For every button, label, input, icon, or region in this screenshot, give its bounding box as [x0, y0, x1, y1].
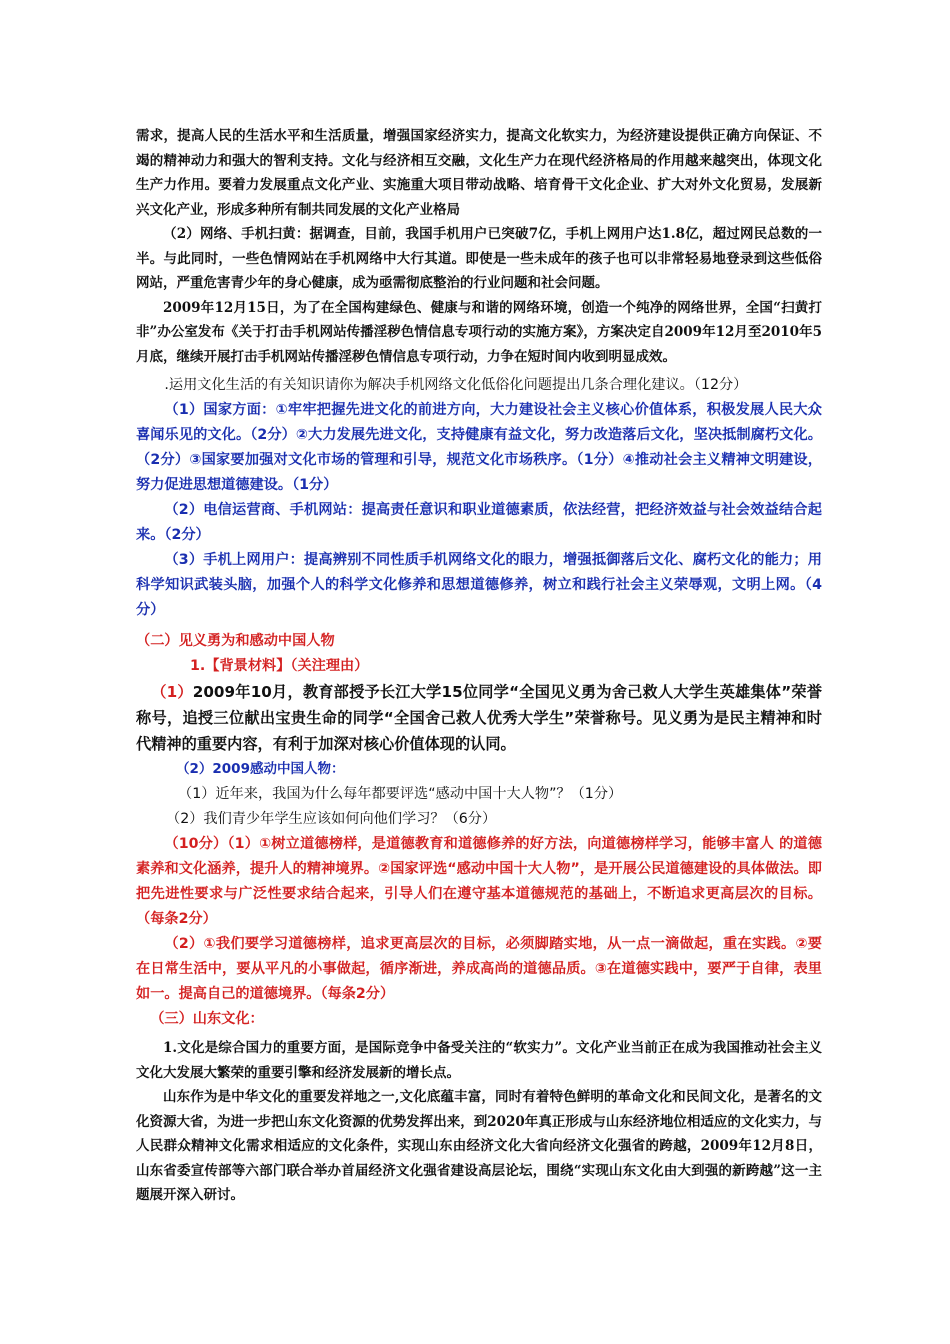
answer-students: （2）①我们要学习道德榜样，追求更高层次的目标，必须脚踏实地，从一点一滴做起，重在实践。②要在日常生活中，要从平凡的小事做起，循序渐进，养成高尚的道德品质。③在道德实践中，要严于自律，表里如一。提高自己的道德境界。（每条2分） — [136, 936, 822, 1002]
item-number: （1） — [151, 683, 193, 701]
answer-users: （3）手机上网用户：提高辨别不同性质手机网络文化的眼力，增强抵御落后文化、腐朽文化的能力；用科学知识武装头脑，加强个人的科学文化修养和思想道德修养，树立和践行社会主义荣辱观，文明上网。（4分） — [136, 552, 822, 618]
paragraph-culture-economy: 需求，提高人民的生活水平和生活质量，增强国家经济实力，提高文化软实力，为经济建设提供正确方向保证、不竭的精神动力和强大的智利支持。文化与经济相互交融，文化生产力在现代经济格局的作用越来越突出，体现文化生产力作用。要着力发展重点文化产业、实施重大项目带动战略、培育骨干文化企业、扩大对外文化贸易，发展新兴文化产业，形成多种所有制共同发展的文化产业格局 — [136, 128, 822, 218]
paragraph-yangtze-university: （1）2009年10月，教育部授予长江大学15位同学“全国见义勇为舍己救人大学生英雄集体”荣誉称号，追授三位献出宝贵生命的同学“全国舍己救人优秀大学生”荣誉称号。见义勇为是民主精神和时代精神的重要内容，有利于加深对核心价值体现的认同。 — [136, 683, 822, 753]
question-suggestions: .运用文化生活的有关知识请你为解决手机网络文化低俗化问题提出几条合理化建议。（12分） — [164, 377, 748, 393]
question-why-select: （1）近年来，我国为什么每年都要评选“感动中国十大人物”？（1分） — [178, 786, 623, 802]
paragraph-campaign-2009: 2009年12月15日，为了在全国构建绿色、健康与和谐的网络环境，创造一个纯净的网络世界，全国“扫黄打非”办公室发布《关于打击手机网站传播淫秽色情信息专项行动的实施方案》，方案决定自2009年12月至2010年5月底，继续开展打击手机网站传播淫秽色情信息专项行动，力争在短时间内收到明显成效。 — [136, 299, 822, 365]
touching-china-heading: （2）2009感动中国人物： — [176, 761, 345, 777]
background-material-heading: 1.【背景材料】（关注理由） — [190, 658, 369, 674]
question-how-to-learn: （2）我们青少年学生应该如何向他们学习？（6分） — [166, 811, 497, 827]
answer-operators: （2）电信运营商、手机网站：提高责任意识和职业道德素质，依法经营，把经济效益与社会效益结合起来。（2分） — [136, 502, 822, 543]
answer-moral-models: （10分）（1）①树立道德榜样，是道德教育和道德修养的好方法，向道德榜样学习，能够丰富人 的道德素养和文化涵养，提升人的精神境界。②国家评选“感动中国十大人物”，是开展公民道德建设的具体做法。即把先进性要求与广泛性要求结合起来，引导人们在遵守基本道德规范的基础上，不断追求更高层次的目标。（每条2分） — [136, 836, 822, 927]
section-heading-heroes: （二）见义勇为和感动中国人物 — [136, 633, 335, 649]
paragraph-shandong-forum: 山东作为是中华文化的重要发祥地之一,文化底蕴丰富，同时有着特色鲜明的革命文化和民间文化，是著名的文化资源大省，为进一步把山东文化资源的优势发挥出来，到2020年真正形成与山东经济地位相适应的文化实力，与人民群众精神文化需求相适应的文化条件，实现山东由经济文化大省向经济文化强省的跨越，2009年12月8日，山东省委宣传部等六部门联合举办首届经济文化强省建设高层论坛，围绕“实现山东文化由大到强的新跨越”这一主题展开深入研讨。 — [136, 1089, 822, 1203]
paragraph-mobile-porn-survey: （2）网络、手机扫黄：据调查，目前，我国手机用户已突破7亿，手机上网用户达1.8亿，超过网民总数的一半。与此同时，一些色情网站在手机网络中大行其道。即使是一些未成年的孩子也可以非常轻易地登录到这些低俗网站，严重危害青少年的身心健康，成为亟需彻底整治的行业问题和社会问题。 — [136, 226, 822, 291]
answer-state: （1）国家方面：①牢牢把握先进文化的前进方向，大力建设社会主义核心价值体系，积极发展人民大众喜闻乐见的文化。（2分）②大力发展先进文化，支持健康有益文化，努力改造落后文化，坚决抵制腐朽文化。（2分）③国家要加强对文化市场的管理和引导，规范文化市场秩序。（1分）④推动社会主义精神文明建设，努力促进思想道德建设。（1分） — [136, 402, 822, 493]
paragraph-soft-power: 1.文化是综合国力的重要方面，是国际竞争中备受关注的“软实力”。文化产业当前正在成为我国推动社会主义文化大发展大繁荣的重要引擎和经济发展新的增长点。 — [136, 1040, 822, 1081]
section-heading-shandong: （三）山东文化： — [150, 1011, 264, 1027]
